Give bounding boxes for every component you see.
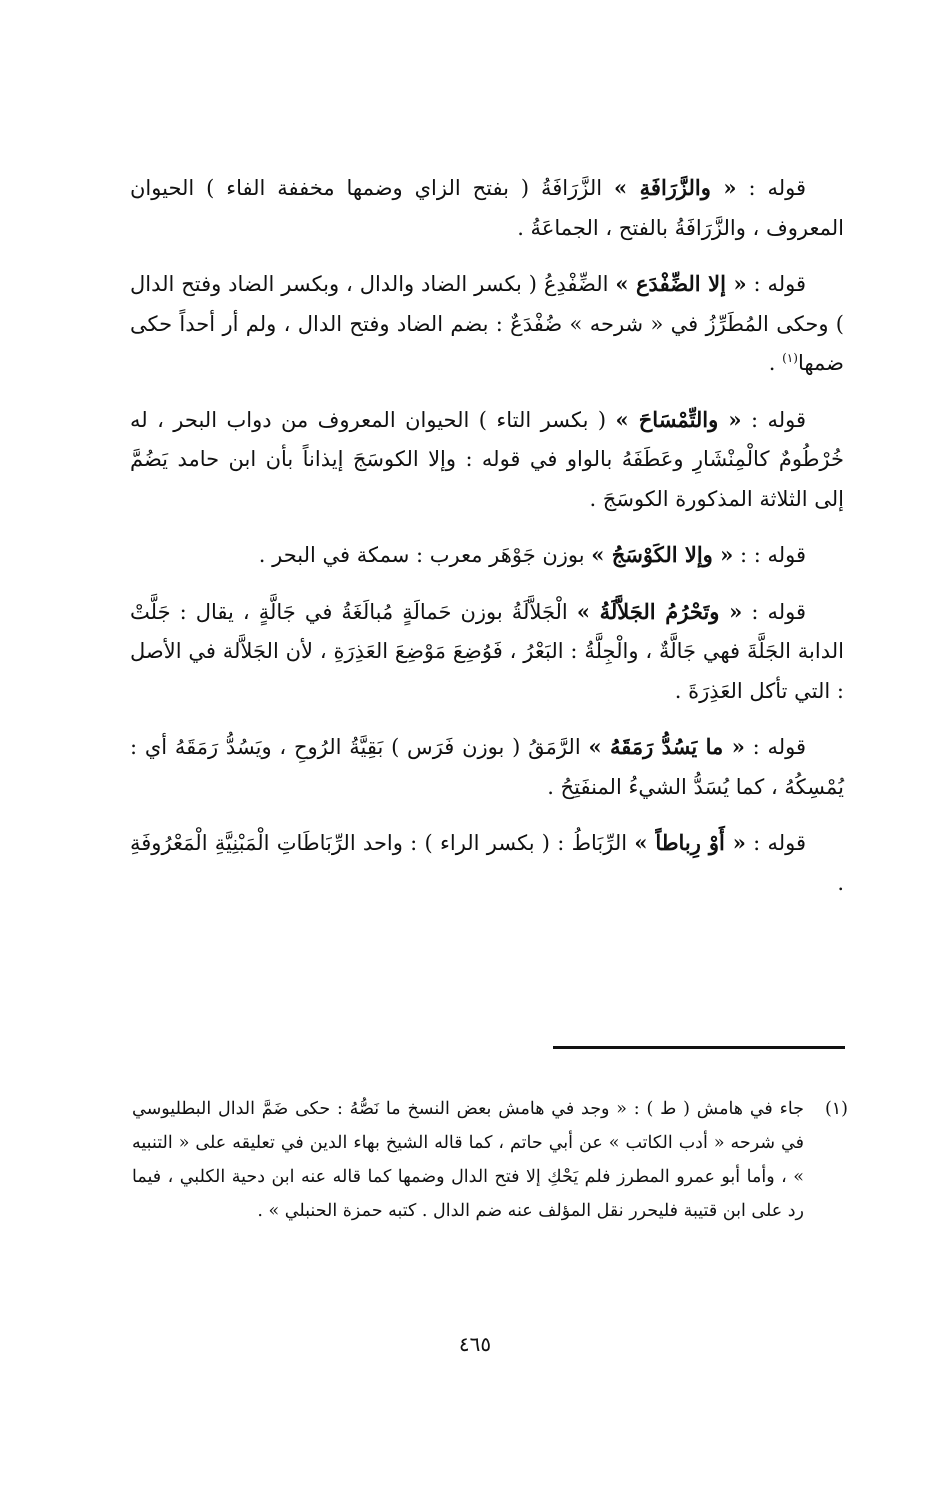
entry-timsah bbox=[130, 400, 844, 520]
entry-text-end: . bbox=[768, 351, 783, 375]
entry-headword: « وإلا الكَوْسَجُ » bbox=[591, 542, 734, 567]
page-number: ٤٦٥ bbox=[458, 1332, 492, 1356]
entry-text: بوزن جَوْهَر معرب : سمكة في البحر . bbox=[258, 543, 585, 567]
entry-headword: « والتِّمْسَاحَ » bbox=[615, 406, 742, 432]
entry-label: قوله : bbox=[748, 176, 807, 200]
entry-label: قوله : bbox=[750, 407, 806, 432]
entry-zarafa bbox=[130, 168, 844, 248]
footnote-number: (١) bbox=[824, 1099, 848, 1119]
entry-text: ( بكسر التاء ) الحيوان المعروف من دواب البحر ، له خُرْطُومٌ كالْمِنْشَارِ وعَطَفَهُ بالواو في قوله : وإلا الكوسَجَ إيذاناً بأن ابن حامد يَضُمَّ إلى الثلاثة المذكورة الكوسَجَ . bbox=[130, 407, 844, 511]
footnote-text: جاء في هامش ( ط ) : « وجد في هامش بعض النسخ ما نَصُّهُ : حكى ضَمَّ الدال البطليوسي في شرحه « أدب الكاتب » عن أبي حاتم ، كما قاله الشيخ بهاء الدين في تعليقه على « التنبيه » ، وأما أبو عمرو المطرز فلم يَحْكِ إلا فتح الدال وضمها كما قاله عنه ابن دحية الكلبي ، فيما رد على ابن قتيبة فليحرر نقل المؤلف عنه ضم الدال . كتبه حمزة الحنبلي » . bbox=[132, 1099, 804, 1221]
entry-headword: « وتَحْرُمُ الجَلاَّلَةُ » bbox=[576, 598, 743, 624]
entry-label: قوله : bbox=[753, 272, 806, 296]
entry-text: الْجَلاَّلَةُ بوزن حَمالَةٍ مُبالَغَةُ في جَالَّةٍ ، يقال : جَلَّتْ الدابة الجَلَّةَ فهي جَالَّةٌ ، والْجِلَّةُ : البَعْرُ ، فَوُضِعَ مَوْضِعَ العَذِرَةِ ، لأن الجَلاَّلة في الأصل : التي تأكل العَذِرَةَ . bbox=[130, 599, 844, 703]
entry-text: الرِّبَاطُ : ( بكسر الراء ) : واحد الرِّبَاطَاتِ الْمَبْنِيَّةِ الْمَعْرُوفَةِ . bbox=[130, 831, 844, 895]
entry-difda bbox=[130, 264, 844, 384]
entry-kawsaj bbox=[130, 535, 844, 576]
entry-text: الضِّفْدِعُ ( بكسر الضاد والدال ، وبكسر الضاد وفتح الدال ) وحكى المُطَرِّزُ في « شرحه » ضُفْدَعٌ : بضم الضاد وفتح الدال ، ولم أر أحداً حكى ضمها bbox=[130, 272, 844, 375]
entry-headword: « ما يَسُدُّ رَمَقَهُ » bbox=[588, 734, 745, 759]
entry-label: قوله : bbox=[751, 599, 806, 624]
entry-label: قوله : bbox=[752, 735, 806, 759]
footnote-1 bbox=[132, 1092, 848, 1228]
entry-text: الرَّمَقُ ( بوزن فَرَس ) بَقِيَّةُ الرُوحِ ، ويَسُدُّ رَمَقَهُ أي : يُمْسِكُهُ ، كما يُسَدُّ الشيءُ المنفَتِحُ . bbox=[130, 735, 844, 799]
footnotes bbox=[132, 1092, 848, 1228]
footnote-reference[interactable]: (١) bbox=[782, 351, 798, 365]
entry-ribat bbox=[130, 823, 844, 903]
entry-text: الزَّرَافَةُ ( بفتح الزاي وضمها مخففة الفاء ) الحيوان المعروف ، والزَّرَافَةُ بالفتح ، الجماعَةُ . bbox=[130, 176, 844, 240]
entry-label: قوله : : bbox=[739, 543, 806, 567]
entry-label: قوله : bbox=[753, 831, 806, 855]
entry-headword: « والزَّرَافَةِ » bbox=[613, 175, 737, 200]
entry-ramaq bbox=[130, 727, 844, 807]
footnote-separator bbox=[553, 1046, 845, 1049]
entry-jallala bbox=[130, 592, 844, 712]
main-text bbox=[130, 168, 844, 919]
entry-headword: « أَوْ رِباطاً » bbox=[634, 830, 746, 855]
entry-headword: « إلا الضِّفْدَع » bbox=[615, 271, 747, 296]
